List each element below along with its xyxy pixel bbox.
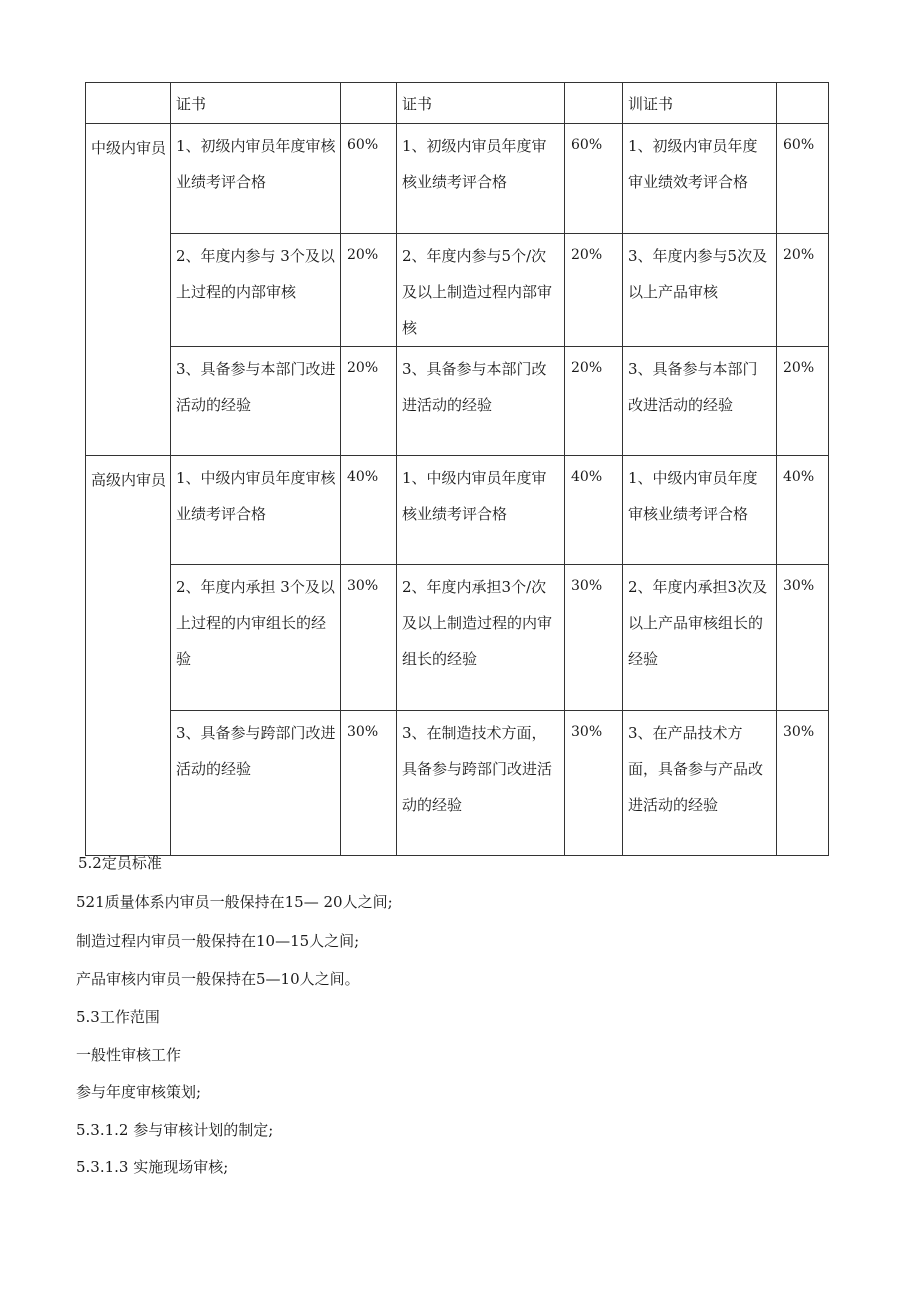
criteria-cell: 1、初级内审员年度审业绩效考评合格 — [623, 124, 777, 234]
level-cell: 高级内审员 — [86, 456, 171, 856]
weight-cell: 20% — [565, 234, 623, 347]
table-row — [86, 347, 829, 456]
table-cell-empty — [341, 83, 397, 124]
weight-cell: 20% — [565, 347, 623, 456]
table-cell-empty — [86, 83, 171, 124]
weight-cell: 30% — [777, 711, 829, 856]
table-row — [86, 124, 829, 234]
criteria-cell: 3、年度内参与5次及以上产品审核 — [623, 234, 777, 347]
weight-cell: 30% — [565, 565, 623, 711]
weight-cell: 30% — [341, 565, 397, 711]
paragraph: 5.3.1.2 参与审核计划的制定; — [76, 1121, 274, 1139]
weight-cell: 60% — [777, 124, 829, 234]
table-cell-empty — [565, 83, 623, 124]
weight-cell: 30% — [565, 711, 623, 856]
criteria-cell: 1、初级内审员年度审核业绩考评合格 — [397, 124, 565, 234]
weight-cell: 60% — [341, 124, 397, 234]
paragraph: 5.3.1.3 实施现场审核; — [76, 1158, 229, 1176]
level-cell: 中级内审员 — [86, 124, 171, 456]
header-cell: 证书 — [397, 83, 565, 124]
criteria-cell: 3、具备参与本部门改进活动的经验 — [623, 347, 777, 456]
criteria-cell: 3、具备参与本部门改进活动的经验 — [397, 347, 565, 456]
paragraph: 一般性审核工作 — [76, 1046, 182, 1064]
weight-cell: 40% — [777, 456, 829, 565]
section-heading: 5.3工作范围 — [76, 1008, 160, 1026]
weight-cell: 60% — [565, 124, 623, 234]
criteria-cell: 3、在制造技术方面，具备参与跨部门改进活动的经验 — [397, 711, 565, 856]
weight-cell: 20% — [777, 234, 829, 347]
paragraph: 产品审核内审员一般保持在5—10人之间。 — [76, 970, 360, 988]
paragraph: 参与年度审核策划; — [76, 1083, 202, 1101]
weight-cell: 20% — [777, 347, 829, 456]
criteria-cell: 2、年度内承担 3个及以上过程的内审组长的经验 — [171, 565, 341, 711]
header-cell: 证书 — [171, 83, 341, 124]
section-heading: 5.2定员标准 — [78, 854, 162, 872]
criteria-cell: 1、中级内审员年度审核业绩考评合格 — [623, 456, 777, 565]
weight-cell: 20% — [341, 234, 397, 347]
weight-cell: 20% — [341, 347, 397, 456]
table-row — [86, 234, 829, 347]
table-header-row — [86, 83, 829, 124]
criteria-cell: 3、具备参与本部门改进活动的经验 — [171, 347, 341, 456]
criteria-cell: 2、年度内参与5个/次及以上制造过程内部审核 — [397, 234, 565, 347]
criteria-cell: 3、在产品技术方面，具备参与产品改进活动的经验 — [623, 711, 777, 856]
table-row — [86, 711, 829, 856]
weight-cell: 40% — [565, 456, 623, 565]
table-row — [86, 456, 829, 565]
criteria-cell: 2、年度内参与 3个及以上过程的内部审核 — [171, 234, 341, 347]
criteria-cell: 1、中级内审员年度审核业绩考评合格 — [171, 456, 341, 565]
criteria-cell: 1、中级内审员年度审核业绩考评合格 — [397, 456, 565, 565]
criteria-cell: 2、年度内承担3个/次及以上制造过程的内审组长的经验 — [397, 565, 565, 711]
criteria-cell: 1、初级内审员年度审核业绩考评合格 — [171, 124, 341, 234]
paragraph: 521质量体系内审员一般保持在15— 20人之间; — [76, 893, 393, 911]
weight-cell: 30% — [777, 565, 829, 711]
weight-cell: 30% — [341, 711, 397, 856]
criteria-cell: 3、具备参与跨部门改进活动的经验 — [171, 711, 341, 856]
header-cell: 训证书 — [623, 83, 777, 124]
weight-cell: 40% — [341, 456, 397, 565]
table-row — [86, 565, 829, 711]
auditor-criteria-table — [85, 82, 829, 856]
table-cell-empty — [777, 83, 829, 124]
criteria-cell: 2、年度内承担3次及以上产品审核组长的经验 — [623, 565, 777, 711]
paragraph: 制造过程内审员一般保持在10—15人之间; — [76, 932, 360, 950]
